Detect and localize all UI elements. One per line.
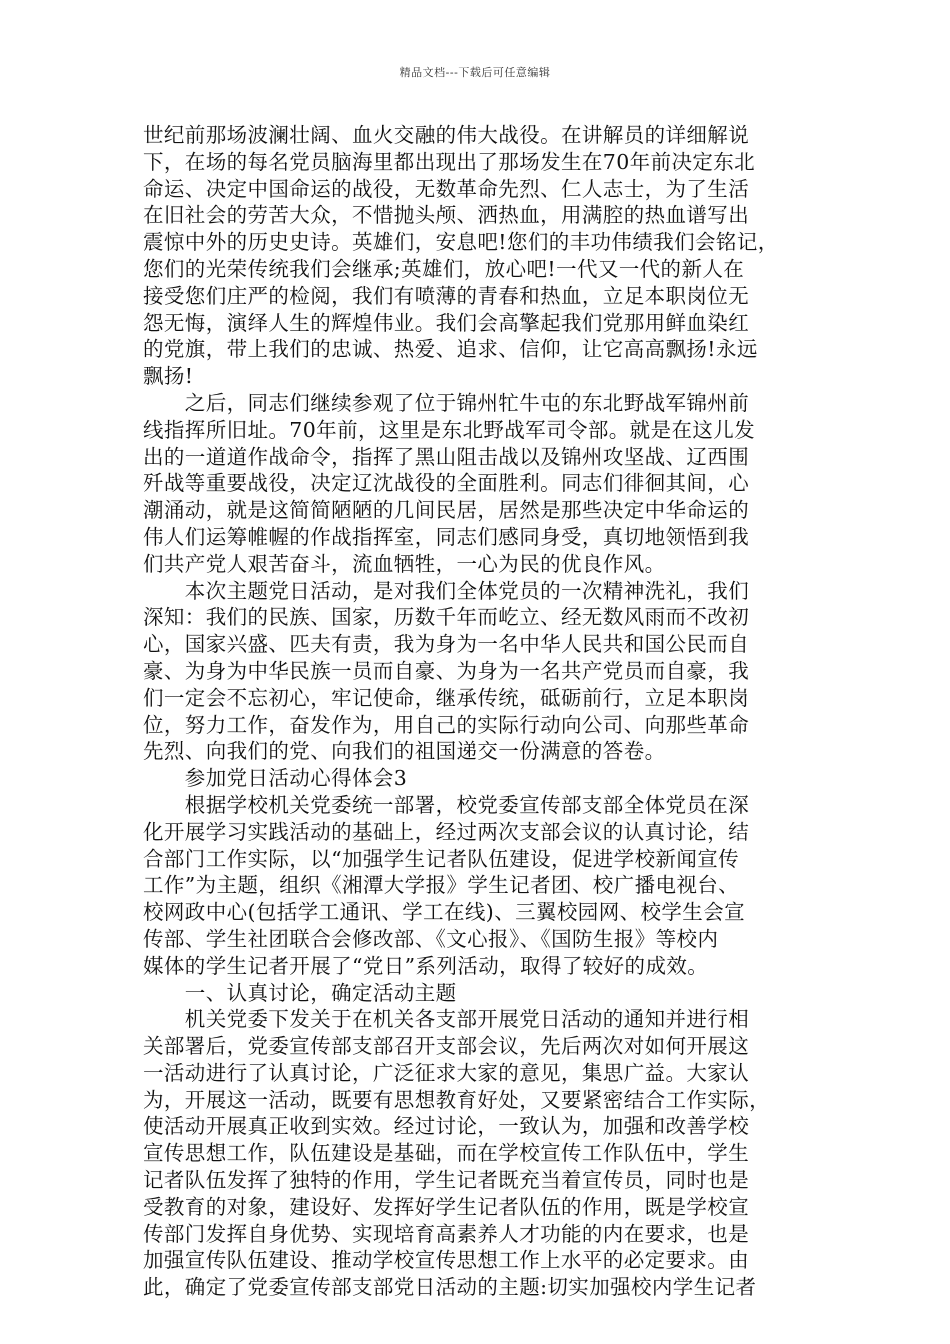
text-line: 化开展学习实践活动的基础上，经过两次支部会议的认真讨论，结 [143,819,750,844]
text-line: 宣传思想工作，队伍建设是基础，而在学校宣传工作队伍中，学生 [143,1141,750,1166]
page-header: 精品文档---下载后可任意编辑 [399,66,551,79]
text-line: 媒体的学生记者开展了“党日”系列活动，取得了较好的成效。 [143,953,709,978]
text-line: 传部门发挥自身优势、实现培育高素养人才功能的内在要求，也是 [143,1221,750,1246]
text-line: 豪、为身为中华民族一员而自豪、为身为一名共产党员而自豪，我 [143,658,750,683]
text-line: 加强宣传队伍建设、推动学校宣传思想工作上水平的必定要求。由 [143,1248,750,1273]
text-line: 深知：我们的民族、国家，历数千年而屹立、经无数风雨而不改初 [143,605,750,630]
text-line: 飘扬! [143,364,194,389]
text-line: 使活动开展真正收到实效。经过讨论，一致认为，加强和改善学校 [143,1114,750,1139]
text-line: 一活动进行了认真讨论，广泛征求大家的意见，集思广益。大家认 [143,1060,750,1085]
text-line: 位，努力工作，奋发作为，用自己的实际行动向公司、向那些革命 [143,712,750,737]
text-line: 命运、决定中国命运的战役，无数革命先烈、仁人志士，为了生活 [143,176,750,201]
text-line: 本次主题党日活动，是对我们全体党员的一次精神洗礼，我们 [143,578,750,603]
text-line: 参加党日活动心得体会3 [143,766,408,791]
text-line: 传部、学生社团联合会修改部、《文心报》、《国防生报》等校内 [143,926,719,951]
text-line: 此，确定了党委宣传部支部党日活动的主题:切实加强校内学生记者 [143,1275,757,1300]
text-line: 震惊中外的历史史诗。英雄们，安息吧!您们的丰功伟绩我们会铭记， [143,230,779,255]
text-line: 之后，同志们继续参观了位于锦州牤牛屯的东北野战军锦州前 [143,390,750,415]
text-line: 们一定会不忘初心，牢记使命，继承传统，砥砺前行，立足本职岗 [143,685,750,710]
text-line: 线指挥所旧址。70年前，这里是东北野战军司令部。就是在这儿发 [143,417,756,442]
text-line: 潮涌动，就是这简简陋陋的几间民居，居然是那些决定中华命运的 [143,498,750,523]
text-line: 下，在场的每名党员脑海里都出现出了那场发生在70年前决定东北 [143,149,756,174]
document-body [143,122,807,1301]
text-line: 的党旗，带上我们的忠诚、热爱、追求、信仰，让它高高飘扬!永远 [143,337,758,362]
text-line: 出的一道道作战命令，指挥了黑山阻击战以及锦州攻坚战、辽西围 [143,444,750,469]
text-line: 记者队伍发挥了独特的作用，学生记者既充当着宣传员，同时也是 [143,1168,750,1193]
text-line: 校网政中心(包括学工通讯、学工在线)、三翼校园网、校学生会宣 [143,900,745,925]
text-line: 怨无悔，演绎人生的辉煌伟业。我们会高擎起我们党那用鲜血染红 [143,310,750,335]
text-line: 工作”为主题，组织《湘潭大学报》学生记者团、校广播电视台、 [143,873,740,898]
text-line: 先烈、向我们的党、向我们的祖国递交一份满意的答卷。 [143,739,666,764]
text-line: 关部署后，党委宣传部支部召开支部会议，先后两次对如何开展这 [143,1034,750,1059]
text-line: 在旧社会的劳苦大众，不惜抛头颅、洒热血，用满腔的热血谱写出 [143,203,750,228]
text-line: 们共产党人艰苦奋斗，流血牺牲，一心为民的优良作风。 [143,551,666,576]
text-line: 根据学校机关党委统一部署，校党委宣传部支部全体党员在深 [143,792,750,817]
text-line: 歼战等重要战役，决定辽沈战役的全面胜利。同志们徘徊其间，心 [143,471,750,496]
text-line: 您们的光荣传统我们会继承;英雄们，放心吧!一代又一代的新人在 [143,256,745,281]
text-line: 世纪前那场波澜壮阔、血火交融的伟大战役。在讲解员的详细解说 [143,123,750,147]
text-line: 伟人们运筹帷幄的作战指挥室，同志们感同身受，真切地领悟到我 [143,524,750,549]
text-line: 一、认真讨论，确定活动主题 [143,980,457,1005]
text-line: 合部门工作实际，以“加强学生记者队伍建设，促进学校新闻宣传 [143,846,740,871]
text-line: 机关党委下发关于在机关各支部开展党日活动的通知并进行相 [143,1007,750,1032]
text-line: 为，开展这一活动，既要有思想教育好处，又要紧密结合工作实际， [143,1087,770,1112]
text-line: 心，国家兴盛、匹夫有责，我为身为一名中华人民共和国公民而自 [143,632,750,657]
text-line: 接受您们庄严的检阅，我们有喷薄的青春和热血，立足本职岗位无 [143,283,750,308]
text-line: 受教育的对象，建设好、发挥好学生记者队伍的作用，既是学校宣 [143,1194,750,1219]
